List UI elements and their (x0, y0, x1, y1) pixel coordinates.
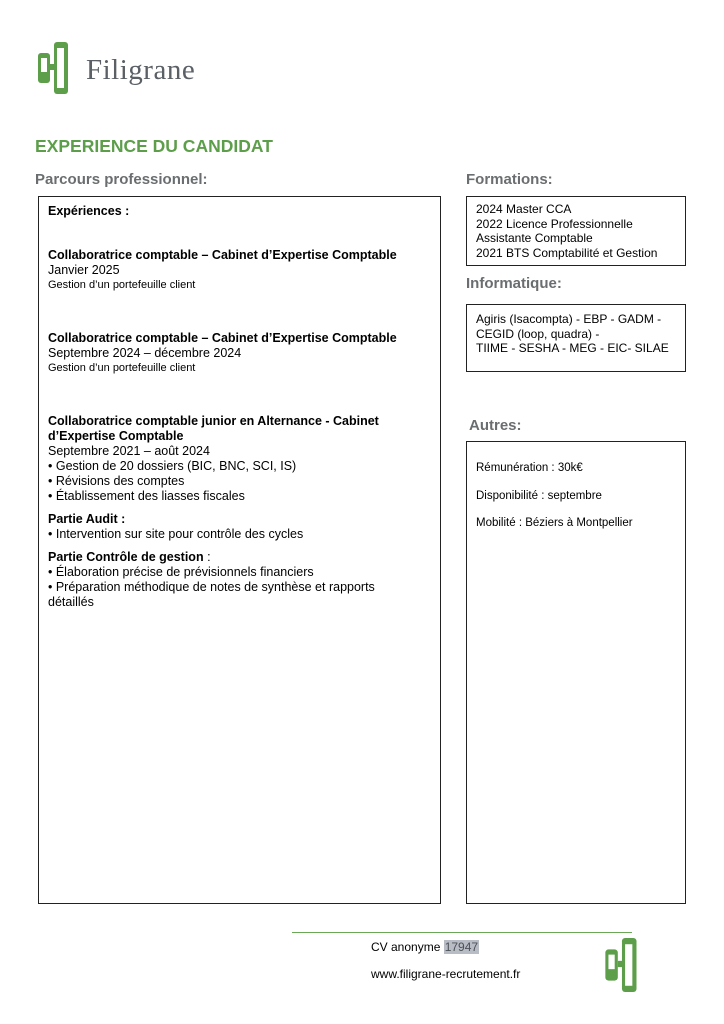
footer-divider (292, 932, 632, 933)
controle-heading (48, 550, 432, 565)
informatique-line: TIIME - SESHA - MEG - EIC- SILAE (476, 341, 669, 355)
formations-box (466, 196, 686, 266)
controle-bullet: • Élaboration précise de prévisionnels financiers (48, 565, 314, 579)
job-date: Septembre 2024 – décembre 2024 (48, 346, 242, 360)
controle-label-suffix: : (203, 550, 211, 564)
filigrane-logo-icon (38, 42, 72, 94)
informatique-line: Agiris (Isacompta) - EBP - GADM - (476, 312, 662, 326)
formations-heading: Formations: (466, 171, 553, 188)
job-date: Janvier 2025 (48, 263, 120, 277)
job-title: Collaboratrice comptable – Cabinet d’Expertise Comptable (48, 248, 397, 262)
autres-item: Mobilité : Béziers à Montpellier (476, 517, 633, 529)
cv-label: CV anonyme (371, 940, 444, 954)
formations-list (476, 202, 677, 260)
controle-bullet: détaillés (48, 595, 94, 609)
job-title-continued: d’Expertise Comptable (48, 429, 184, 443)
job-title: Collaboratrice comptable – Cabinet d’Expertise Comptable (48, 331, 397, 345)
job-title: Collaboratrice comptable junior en Alternance - Cabinet (48, 414, 379, 428)
experience-box (38, 196, 441, 904)
filigrane-logo-icon (604, 938, 642, 992)
job-date: Septembre 2021 – août 2024 (48, 444, 210, 458)
autres-item: Rémunération : 30k€ (476, 462, 583, 474)
job-desc: Gestion d’un portefeuille client (48, 279, 196, 291)
informatique-list (476, 312, 677, 356)
experience-content (48, 204, 432, 610)
audit-label: Partie Audit : (48, 512, 126, 526)
parcours-heading: Parcours professionnel: (35, 171, 208, 188)
job-bullet: • Révisions des comptes (48, 474, 185, 488)
autres-heading: Autres: (469, 417, 522, 434)
autres-item: Disponibilité : septembre (476, 489, 602, 502)
cv-id: 17947 (444, 940, 479, 954)
autres-list (476, 461, 677, 531)
formation-line: 2024 Master CCA (476, 202, 572, 216)
footer-website-link[interactable]: www.filigrane-recrutement.fr (371, 967, 521, 981)
audit-bullet: • Intervention sur site pour contrôle des cycles (48, 527, 304, 541)
brand-name: Filigrane (86, 54, 196, 86)
controle-bullet: • Préparation méthodique de notes de synthèse et rapports (48, 580, 375, 594)
formation-line: Assistante Comptable (476, 231, 593, 245)
autres-box (466, 441, 686, 904)
informatique-box (466, 304, 686, 372)
section-title: EXPERIENCE DU CANDIDAT (35, 136, 273, 156)
informatique-line: CEGID (loop, quadra) - (476, 326, 600, 341)
formation-line: 2022 Licence Professionnelle (476, 216, 633, 231)
footer-cv-reference (371, 940, 479, 954)
job-bullet: • Gestion de 20 dossiers (BIC, BNC, SCI, IS) (48, 459, 297, 473)
informatique-heading: Informatique: (466, 275, 562, 292)
job-bullet: • Établissement des liasses fiscales (48, 489, 245, 503)
formation-line: 2021 BTS Comptabilité et Gestion (476, 245, 658, 260)
job-desc: Gestion d’un portefeuille client (48, 362, 196, 374)
experiences-label: Expériences : (48, 204, 130, 218)
controle-label: Partie Contrôle de gestion (48, 550, 204, 564)
